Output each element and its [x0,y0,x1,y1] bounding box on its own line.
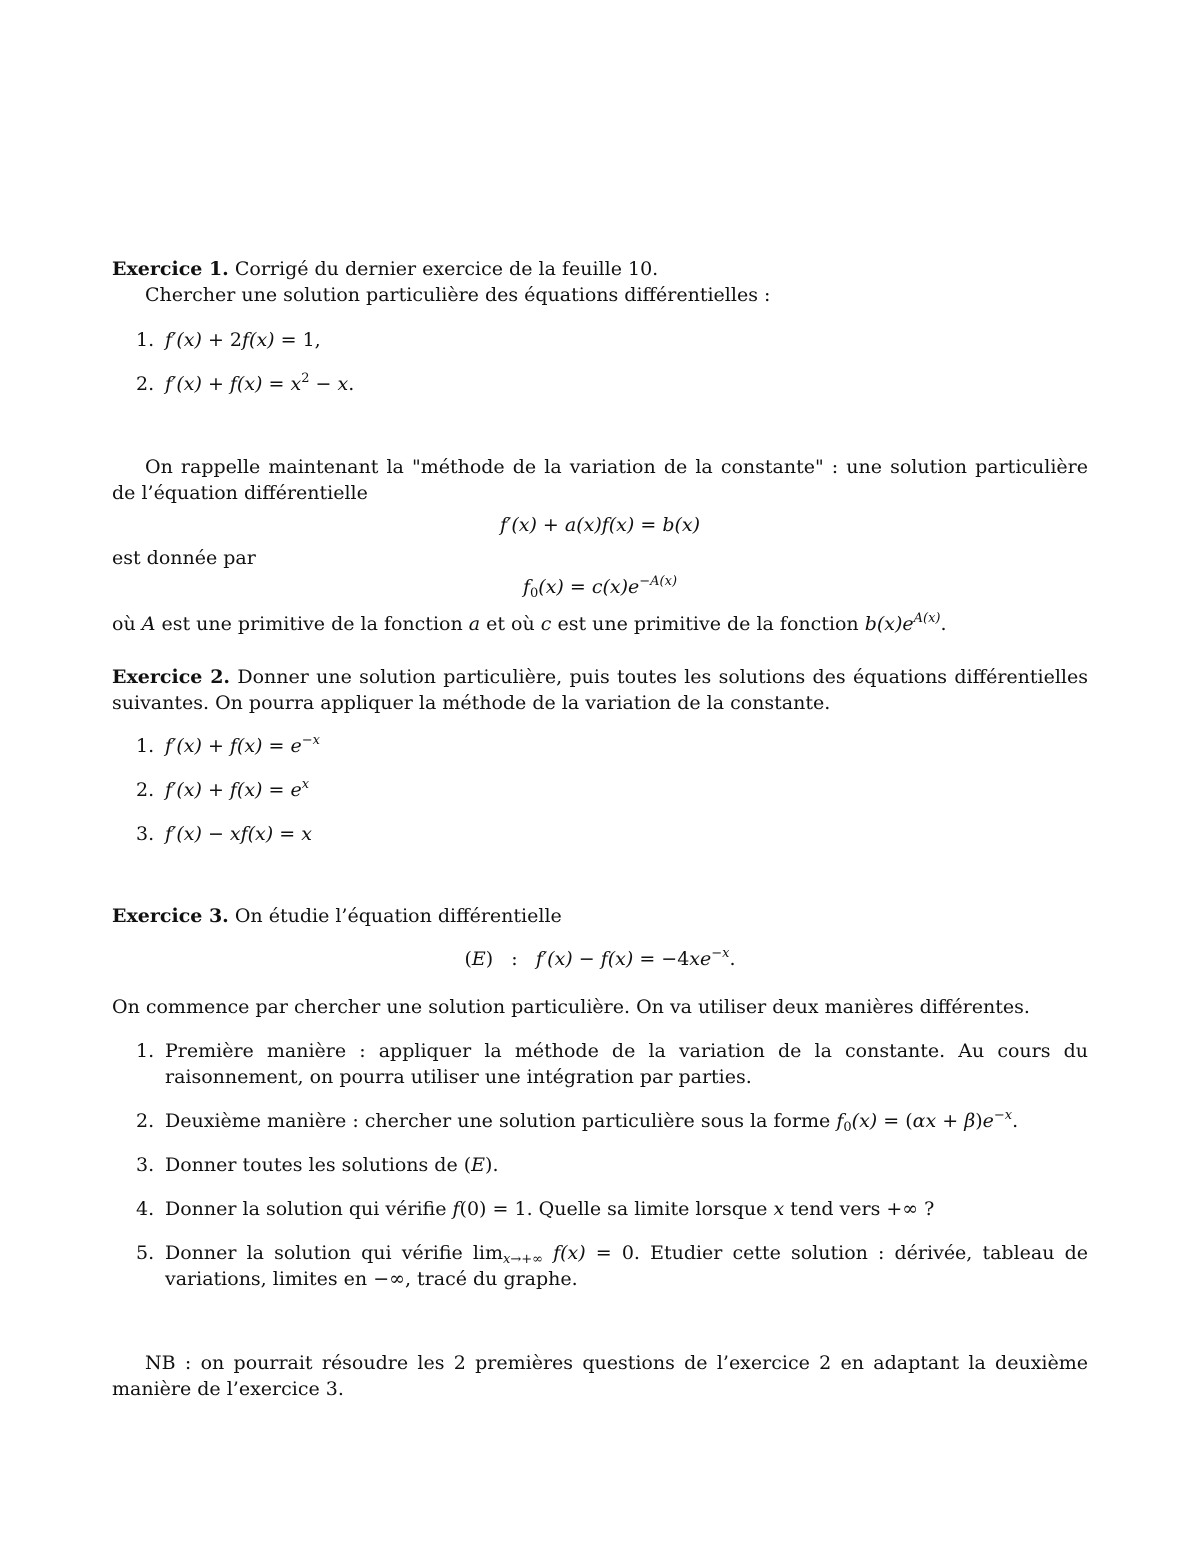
list-number: 3. [136,1154,155,1176]
equation: $f'(x) + f(x) = x^2 - x$. [165,371,355,395]
list-number: 1. [136,735,155,757]
ex3-item-4 [112,1196,1088,1222]
ex3-item-1 [112,1038,1088,1090]
ex2-item-2 [112,777,1088,803]
document-page [112,256,1088,1402]
ex1-intro: Chercher une solution particulière des équations différentielles : [145,284,771,306]
ex2-heading [112,664,1088,716]
list-number: 1. [136,1040,155,1062]
ex3-item-text: Première manière : appliquer la méthode de la variation de la constante. Au cours du raisonnement, on pourra utiliser une intégration par parties. [165,1040,1088,1088]
ex3-item-text: Donner la solution qui vérifie f(0) = 1. Quelle sa limite lorsque x tend vers +∞ ? [165,1198,935,1220]
ex2-list [112,733,1088,847]
equation: f′(x) − xf(x) = x [165,823,312,845]
list-number: 2. [136,373,155,395]
ex3-item-5 [112,1240,1088,1292]
ex3-item-text: Donner la solution qui vérifie $\lim_{x\to+\infty} f(x) = 0$. Etudier cette solution : dérivée, tableau de variations, limites en −∞, tracé du graphe. [165,1242,1088,1290]
list-number: 2. [136,1110,155,1132]
list-number: 2. [136,779,155,801]
list-number: 3. [136,823,155,845]
recall-text: On rappelle maintenant la "méthode de la variation de la constante" : une solution particulière de l’équation différentielle [112,456,1088,504]
ex1-heading [112,256,1088,282]
ex3-text-2: On commence par chercher une solution particulière. On va utiliser deux manières différentes. [112,996,1030,1018]
ex3-item-2 [112,1108,1088,1134]
ex1-title: Corrigé du dernier exercice de la feuille 10. [234,258,659,280]
ex2-label: Exercice 2. [112,666,231,688]
ex3-label: Exercice 3. [112,905,229,927]
list-number: 5. [136,1242,155,1264]
ex1-item-2 [112,371,1088,397]
ex3-text: On étudie l’équation différentielle [234,905,562,927]
equation: $f'(x) + f(x) = e^{-x}$ [165,733,320,757]
ex3-item-3 [112,1152,1088,1178]
ex1-list [112,327,1088,397]
equation: $f'(x) + f(x) = e^x$ [165,777,310,801]
recall-text-3: où A est une primitive de la fonction a et où c est une primitive de la fonction $b(x)e^{A(x)}$. [112,611,947,635]
recall-text-2: est donnée par [112,547,256,569]
ex1-item-1 [112,327,1088,353]
ex3-item-text: Deuxième manière : chercher une solution particulière sous la forme $f_0(x) = (\alpha x + \beta)e^{-x}$. [165,1108,1019,1135]
ex2-text: Donner une solution particulière, puis toutes les solutions des équations différentielles suivantes. On pourra appliquer la méthode de la variation de la constante. [112,666,1088,714]
list-number: 4. [136,1198,155,1220]
ex1-label: Exercice 1. [112,258,229,280]
ex3-list [112,1038,1088,1292]
nb-note: NB : on pourrait résoudre les 2 premières questions de l’exercice 2 en adaptant la deuxième manière de l’exercice 3. [112,1352,1088,1400]
equation: f′(x) + 2f(x) = 1, [165,329,321,351]
ex3-heading [112,903,1088,929]
list-number: 1. [136,329,155,351]
recall-equation-1: f′(x) + a(x)f(x) = b(x) [499,514,701,536]
ex3-item-text: Donner toutes les solutions de (E). [165,1154,499,1176]
ex2-item-3 [112,821,1088,847]
ex2-item-1 [112,733,1088,759]
ex3-equation: (E) : $f'(x) - f(x) = -4xe^{-x}$. [464,946,736,970]
recall-equation-2: $f_0(x) = c(x)e^{-A(x)}$ [522,574,678,601]
